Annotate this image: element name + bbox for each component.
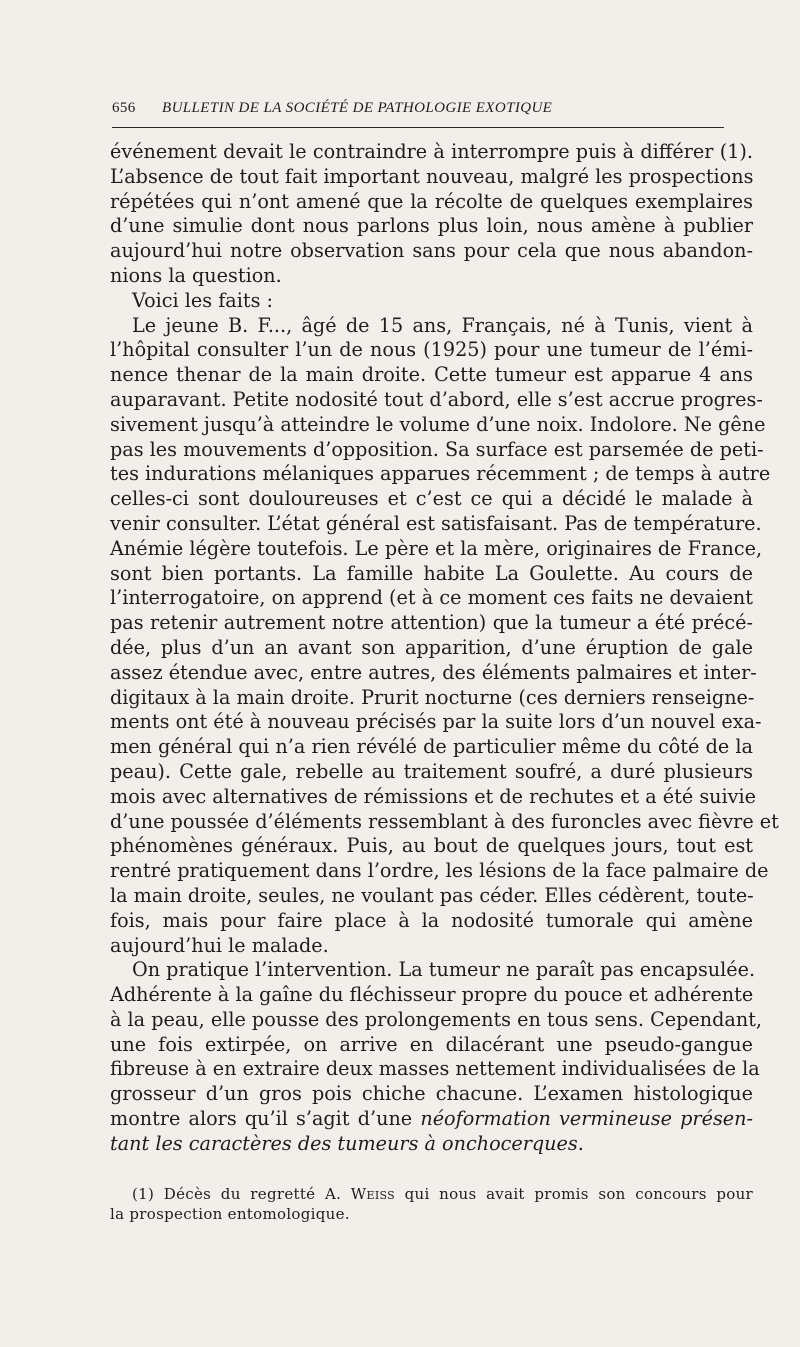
text-line: celles-ci sont douloureuses et c’est ce qui a décidé le malade à xyxy=(110,487,753,511)
footnote-marker: (1) xyxy=(132,1185,155,1203)
text-line: l’hôpital consulter l’un de nous (1925) pour une tumeur de l’émi- xyxy=(110,338,753,362)
italic-phrase: néoformation vermineuse présen- xyxy=(420,1107,753,1131)
page-number: 656 xyxy=(112,100,136,116)
paragraph-2 xyxy=(110,289,753,314)
text-line: la main droite, seules, ne voulant pas céder. Elles cédèrent, toute- xyxy=(110,883,754,907)
paragraph-3 xyxy=(110,313,779,959)
article-body xyxy=(110,140,779,1157)
text-line: nence thenar de la main droite. Cette tumeur est apparue 4 ans xyxy=(110,363,753,387)
text-line xyxy=(110,1132,753,1157)
text-line: Adhérente à la gaîne du fléchisseur propre du pouce et adhérente xyxy=(110,983,754,1007)
text-line: ments ont été à nouveau précisés par la suite lors d’un nouvel exa- xyxy=(110,710,762,734)
text-line: rentré pratiquement dans l’ordre, les lésions de la face palmaire de xyxy=(110,859,769,883)
footnote-line xyxy=(110,1184,753,1204)
text-line: sivement jusqu’à atteindre le volume d’une noix. Indolore. Ne gêne xyxy=(110,412,766,436)
text-line: l’interrogatoire, on apprend (et à ce moment ces faits ne devaient xyxy=(110,586,753,610)
text-line: peau). Cette gale, rebelle au traitement soufré, a duré plusieurs xyxy=(110,759,753,783)
text-line: répétées qui n’ont amené que la récolte de quelques exemplaires xyxy=(110,189,753,213)
text-line: fibreuse à en extraire deux masses nettement individualisées de la xyxy=(110,1057,760,1081)
text-line: auparavant. Petite nodosité tout d’abord, elle s’est accrue progres- xyxy=(110,387,763,411)
text-line: grosseur d’un gros pois chiche chacune. L’examen histologique xyxy=(110,1082,753,1106)
text-line: sont bien portants. La famille habite La Goulette. Au cours de xyxy=(110,561,753,585)
text-run: montre alors qu’il s’agit d’une xyxy=(110,1107,421,1131)
author-name: Weiss xyxy=(350,1185,395,1203)
paragraph-4 xyxy=(110,958,763,1156)
running-header xyxy=(112,100,724,124)
text-line: venir consulter. L’état général est satisfaisant. Pas de température. xyxy=(110,511,762,535)
paragraph-1 xyxy=(110,140,753,289)
text-line: événement devait le contraindre à interrompre puis à différer (1). xyxy=(110,140,753,163)
text-line: aujourd’hui le malade. xyxy=(110,933,329,957)
text-run: . xyxy=(577,1131,584,1155)
text-line: pas retenir autrement notre attention) que la tumeur a été précé- xyxy=(110,611,753,635)
text-line: d’une poussée d’éléments ressemblant à des furoncles avec fièvre et xyxy=(110,809,779,833)
italic-phrase: tant les caractères des tumeurs à onchocerques xyxy=(110,1131,578,1155)
text-run: Décès du regretté A. xyxy=(163,1185,351,1203)
text-line: Anémie légère toutefois. Le père et la mère, originaires de France, xyxy=(110,536,763,560)
footnote xyxy=(110,1184,753,1224)
text-line: L’absence de tout fait important nouveau, malgré les prospections xyxy=(110,164,754,188)
text-line: men général qui n’a rien révélé de particulier même du côté de la xyxy=(110,735,753,759)
text-line: phénomènes généraux. Puis, au bout de quelques jours, tout est xyxy=(110,834,753,858)
text-line: à la peau, elle pousse des prolongements en tous sens. Cependant, xyxy=(110,1007,763,1031)
text-line: aujourd’hui notre observation sans pour cela que nous abandon- xyxy=(110,239,753,263)
text-line: tes indurations mélaniques apparues récemment ; de temps à autre xyxy=(110,462,771,486)
text-line: fois, mais pour faire place à la nodosité tumorale qui amène xyxy=(110,908,753,932)
text-line: digitaux à la main droite. Prurit nocturne (ces derniers renseigne- xyxy=(110,685,755,709)
text-line: Voici les faits : xyxy=(132,288,274,312)
text-line: pas les mouvements d’opposition. Sa surface est parsemée de peti- xyxy=(110,437,764,461)
text-line xyxy=(110,1107,753,1132)
text-line: assez étendue avec, entre autres, des éléments palmaires et inter- xyxy=(110,660,757,684)
text-line: nions la question. xyxy=(110,263,282,287)
text-line: dée, plus d’un an avant son apparition, d’une éruption de gale xyxy=(110,635,753,659)
journal-title: BULLETIN DE LA SOCIÉTÉ DE PATHOLOGIE EXOTIQUE xyxy=(162,100,553,116)
text-line: mois avec alternatives de rémissions et de rechutes et a été suivie xyxy=(110,784,756,808)
text-line: une fois extirpée, on arrive en dilacérant une pseudo-gangue xyxy=(110,1032,753,1056)
text-line: Le jeune B. F..., âgé de 15 ans, Français, né à Tunis, vient à xyxy=(132,313,753,337)
header-rule xyxy=(112,127,724,128)
text-line: d’une simulie dont nous parlons plus loin, nous amène à publier xyxy=(110,214,753,238)
text-run: qui nous avait promis son concours pour xyxy=(394,1185,753,1203)
text-line: On pratique l’intervention. La tumeur ne paraît pas encapsulée. xyxy=(132,958,756,982)
footnote-line: la prospection entomologique. xyxy=(110,1205,350,1223)
